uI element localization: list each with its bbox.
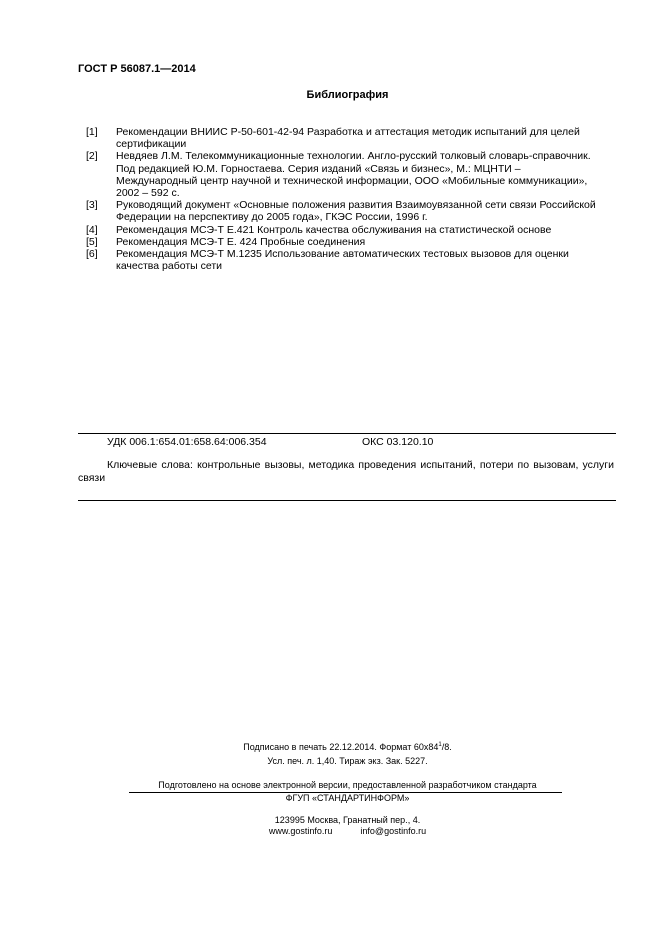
reference-number: [6] [86, 248, 98, 261]
reference-item [86, 224, 596, 236]
publisher-address: 123995 Москва, Гранатный пер., 4. [274, 815, 421, 825]
reference-number: [4] [86, 223, 98, 236]
email-link[interactable]: info@gostinfo.ru [360, 826, 427, 836]
signed-text: Подписано в печать 22.12.2014. Формат 60х84 [243, 742, 439, 752]
reference-number: [1] [86, 126, 98, 138]
reference-text: Невдяев Л.М. Телекоммуникационные технологии. Англо-русский толковый словарь-справочник. Под редакцией Ю.М. Горностаева. Серия изданий «Связь и бизнес», М.: МЦНТИ – Международный центр научной и технической информации, ООО «Мобильные коммуникации», 2002 – 592 с. [116, 150, 591, 200]
reference-text: Рекомендация МСЭ-Т М.1235 Использование автоматических тестовых вызовов для оценки качества работы сети [116, 248, 569, 273]
divider-top [78, 433, 616, 434]
udk-code: УДК 006.1:654.01:658.64:006.354 [107, 436, 267, 448]
reference-number: [3] [86, 199, 98, 212]
reference-number: [2] [86, 150, 98, 163]
reference-item [86, 199, 596, 223]
reference-item [86, 248, 596, 272]
keywords-paragraph: Ключевые слова: контрольные вызовы, методика проведения испытаний, потери по вызовам, услуги связи [78, 459, 614, 484]
website-link[interactable]: www.gostinfo.ru [268, 826, 333, 836]
reference-number: [5] [86, 235, 98, 248]
reference-item [86, 150, 596, 199]
publisher-contacts [0, 826, 661, 836]
reference-item [86, 126, 596, 150]
publisher-name: ФГУП «СТАНДАРТИНФОРМ» [285, 793, 410, 803]
reference-text: Руководящий документ «Основные положения развития Взаимоувязанной сети связи Российской Федерации на перспективу до 2005 года», ГКЭС России, 1996 г. [116, 199, 596, 224]
standard-code: ГОСТ Р 56087.1—2014 [78, 63, 196, 75]
prepared-note: Подготовлено на основе электронной версии, предоставленной разработчиком стандарта [158, 780, 537, 790]
reference-list [86, 126, 596, 272]
signed-for-print: Подписано в печать 22.12.2014. Формат $60х84^1/8$. [243, 742, 452, 752]
format-fraction-numerator: 1 [438, 742, 442, 748]
oks-code: ОКС 03.120.10 [362, 436, 434, 448]
print-conditions: Усл. печ. л. 1,40. Тираж экз. Зак. 5227. [267, 756, 428, 766]
reference-text: Рекомендации ВНИИС Р-50-601-42-94 Разработка и аттестация методик испытаний для целей сертификации [116, 126, 580, 151]
reference-item [86, 236, 596, 248]
format-fraction-denominator: /8 [441, 742, 450, 752]
divider-bottom [78, 500, 616, 501]
bibliography-title: Библиография [306, 89, 389, 101]
reference-text: Рекомендация МСЭ-Т Е.421 Контроль качества обслуживания на статистической основе [116, 223, 552, 236]
reference-text: Рекомендация МСЭ-Т Е. 424 Пробные соединения [116, 235, 366, 248]
